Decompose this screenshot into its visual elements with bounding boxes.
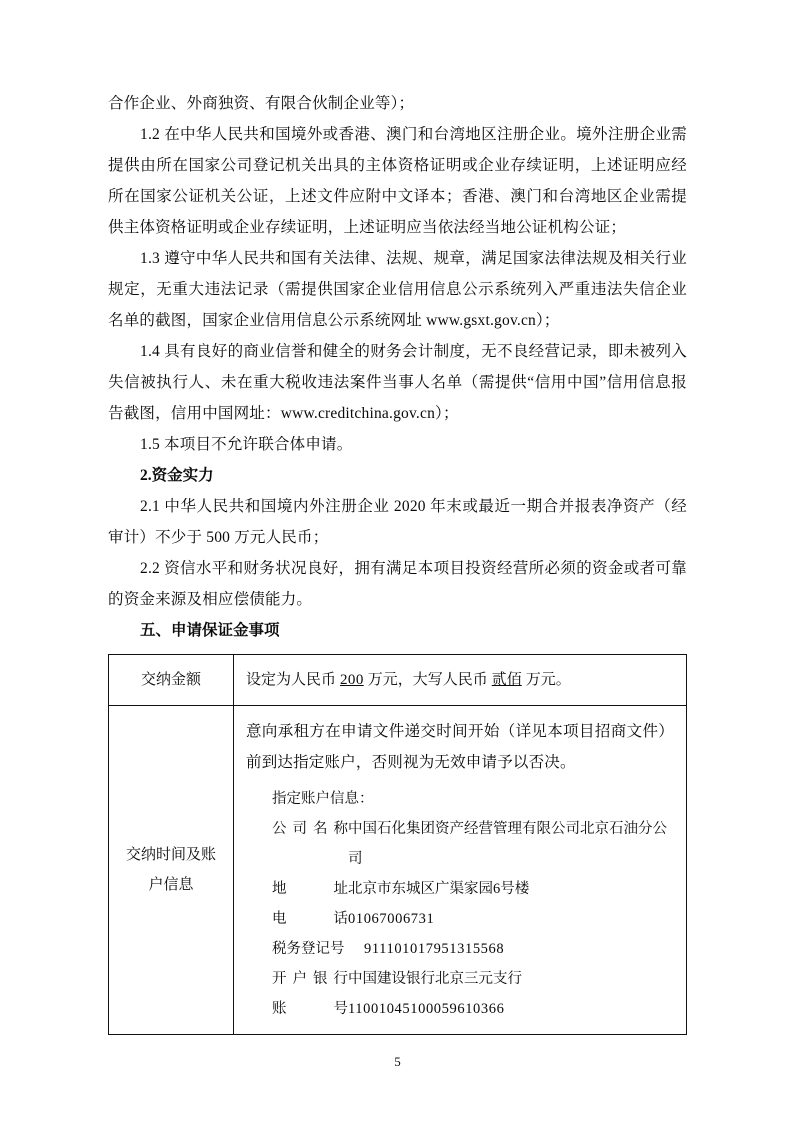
paragraph-1-4: 1.4 具有良好的商业信誉和健全的财务会计制度，无不良经营记录，即未被列入失信被执行人、未在重大税收违法案件当事人名单（需提供“信用中国”信用信息报告截图，信用中国网址：www.creditchina.gov.cn）； xyxy=(108,343,687,422)
heading-funding-strength: 2.资金实力 xyxy=(140,467,214,484)
account-field-key: 税务登记号 xyxy=(272,941,345,957)
deposit-time-account-label xyxy=(109,706,234,1035)
amount-mid-text: 万元，大写人民币 xyxy=(367,672,488,688)
account-field-value: 北京市东城区广渠家园6号楼 xyxy=(348,881,530,897)
account-field-key: 账号 xyxy=(272,1001,348,1017)
account-field-key: 开户银行 xyxy=(272,971,348,987)
deposit-instruction-paragraph: 意向承租方在申请文件递交时间开始（详见本项目招商文件）前到达指定账户，否则视为无效申请予以否决。 xyxy=(246,723,674,771)
amount-number: 200 xyxy=(340,672,364,688)
page-number: 5 xyxy=(394,1054,401,1069)
deposit-time-account-label-text: 交纳时间及账户信息 xyxy=(125,847,216,893)
deposit-amount-value xyxy=(234,655,687,706)
paragraph-continuation: 合作企业、外商独资、有限合伙制企业等）； xyxy=(108,95,415,112)
heading-deposit-section: 五、申请保证金事项 xyxy=(140,622,280,639)
paragraph-2-1: 2.1 中华人民共和国境内外注册企业 2020 年末或最近一期合并报表净资产（经审计）不少于 500 万元人民币； xyxy=(108,498,687,546)
paragraph-1-3: 1.3 遵守中华人民共和国有关法律、法规、规章，满足国家法律法规及相关行业规定，无重大违法记录（需提供国家企业信用信息公示系统列入严重违法失信企业名单的截图，国家企业信用信息公示系统网址 www.gsxt.gov.cn）； xyxy=(108,250,687,329)
account-field-key: 公司名称 xyxy=(272,821,348,837)
amount-chinese: 贰佰 xyxy=(491,672,522,688)
account-field-address xyxy=(246,874,674,904)
account-field-value: 01067006731 xyxy=(348,911,435,927)
account-field-bank xyxy=(246,964,674,994)
account-field-phone xyxy=(246,904,674,934)
paragraph-2-2: 2.2 资信水平和财务状况良好，拥有满足本项目投资经营所必须的资金或者可靠的资金来源及相应偿债能力。 xyxy=(108,560,687,608)
paragraph-1-2: 1.2 在中华人民共和国境外或香港、澳门和台湾地区注册企业。境外注册企业需提供由所在国家公司登记机关出具的主体资格证明或企业存续证明，上述证明应经所在国家公证机关公证，上述文件应附中文译本；香港、澳门和台湾地区企业需提供主体资格证明或企业存续证明，上述证明应当依法经当地公证机构公证； xyxy=(108,126,687,236)
account-field-company xyxy=(246,814,674,874)
account-field-value: 11001045100059610366 xyxy=(348,1001,505,1017)
account-field-account-number xyxy=(246,994,674,1024)
account-field-key: 地址 xyxy=(272,881,348,897)
account-field-key: 电话 xyxy=(272,911,348,927)
account-field-value: 中国建设银行北京三元支行 xyxy=(348,971,522,987)
account-field-value: 中国石化集团资产经营管理有限公司北京石油分公司 xyxy=(348,821,667,867)
table-row xyxy=(109,655,687,706)
table-row xyxy=(109,706,687,1035)
amount-suffix-text: 万元。 xyxy=(525,672,571,688)
account-field-value: 911101017951315568 xyxy=(364,941,505,957)
paragraph-1-5: 1.5 本项目不允许联合体申请。 xyxy=(140,436,353,453)
deposit-amount-label: 交纳金额 xyxy=(109,655,234,706)
deposit-time-account-value xyxy=(234,706,687,1035)
amount-prefix-text: 设定为人民币 xyxy=(246,672,337,688)
deposit-table xyxy=(108,654,687,1035)
account-info-title: 指定账户信息： xyxy=(272,791,374,807)
account-field-tax-id xyxy=(246,934,674,964)
